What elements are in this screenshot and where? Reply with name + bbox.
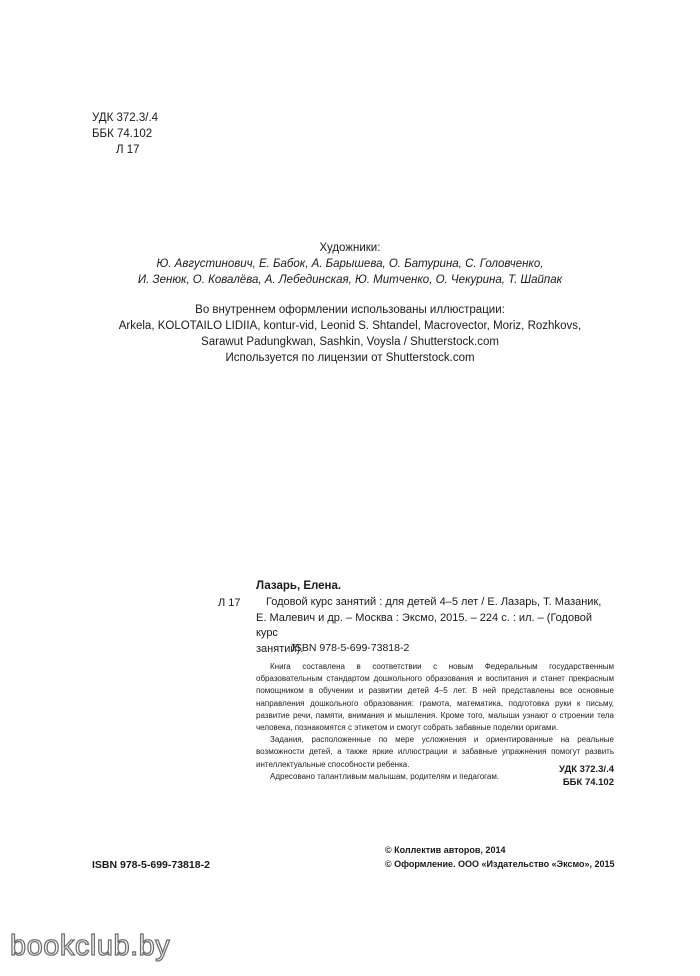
copyright-block: [385, 843, 615, 871]
interior-illustrations-block: [100, 302, 600, 366]
watermark-text: bookclub.by: [10, 930, 171, 962]
bibliography-line-2: Е. Малевич и др. – Москва : Эксмо, 2015. – 224 с. : ил. – (Годовой курс: [256, 611, 593, 639]
copyright-line-2: © Оформление. ООО «Издательство «Эксмо», 2015: [385, 859, 615, 869]
classification-bottom: [559, 763, 614, 789]
udk-code-bottom: УДК 372.3/.4: [559, 764, 614, 775]
illustrators-line-2: И. Зенюк, О. Ковалёва, А. Лебединская, Ю. Митченко, О. Чекурина, Т. Шайпак: [137, 274, 563, 286]
bibliography-line-3: занятий).: [256, 642, 304, 655]
annotation-paragraph-2: Задания, расположенные по мере усложнения и ориентированные на реальные возможности детей, а также яркие иллюстрации и забавные упражнения помогут развить интеллектуальные способности ребенка.: [256, 735, 614, 769]
annotation-paragraph-1: Книга составлена в соответствии с новым Федеральным государственным образовательным стандартом дошкольного образования и воспитания и станет прекрасным помощником в обучении и развитии детей 4–5 лет. В ней представлены все основные направления дошкольного образования: грамота, математика, подготовка руки к письму, развитие речи, памяти, внимания и мышления. Кроме того, малыши узнают о строении тела человека, познакомятся с этикетом и смогут собрать забавные поделки оригами.: [256, 662, 614, 733]
isbn-bottom: ISBN 978-5-699-73818-2: [92, 859, 210, 871]
bibliography-isbn: ISBN 978-5-699-73818-2: [292, 642, 410, 654]
interior-illustrations-line-2: Arkela, KOLOTAILO LIDIIA, kontur-vid, Leonid S. Shtandel, Macrovector, Moriz, Rozhkovs,: [118, 320, 582, 332]
bibliography-author: Лазарь, Елена.: [256, 580, 342, 592]
author-mark: Л 17: [116, 144, 140, 156]
interior-illustrations-line-3: Sarawut Padungkwan, Sashkin, Voysla / Shutterstock.com: [201, 336, 499, 348]
interior-illustrations-line-4: Используется по лицензии от Shutterstock.com: [225, 352, 475, 364]
udk-code: УДК 372.3/.4: [92, 112, 159, 124]
classification-top: [92, 110, 158, 158]
bbk-code: ББК 74.102: [92, 128, 153, 140]
copyright-line-1: © Коллектив авторов, 2014: [385, 845, 506, 855]
bbk-code-bottom: ББК 74.102: [562, 777, 614, 788]
annotation-paragraph-3: Адресовано талантливым малышам, родителям и педагогам.: [270, 771, 500, 781]
illustrators-line-1: Ю. Августинович, Е. Бабок, А. Барышева, О. Батурина, С. Головченко,: [156, 258, 544, 270]
interior-illustrations-line-1: Во внутреннем оформлении использованы иллюстрации:: [195, 304, 505, 316]
bibliography-code: Л 17: [218, 597, 241, 609]
bibliography-line-1: Годовой курс занятий : для детей 4–5 лет / Е. Лазарь, Т. Мазаник,: [266, 596, 602, 608]
illustrators-heading: Художники:: [319, 242, 381, 254]
illustrators-block: [100, 240, 600, 288]
